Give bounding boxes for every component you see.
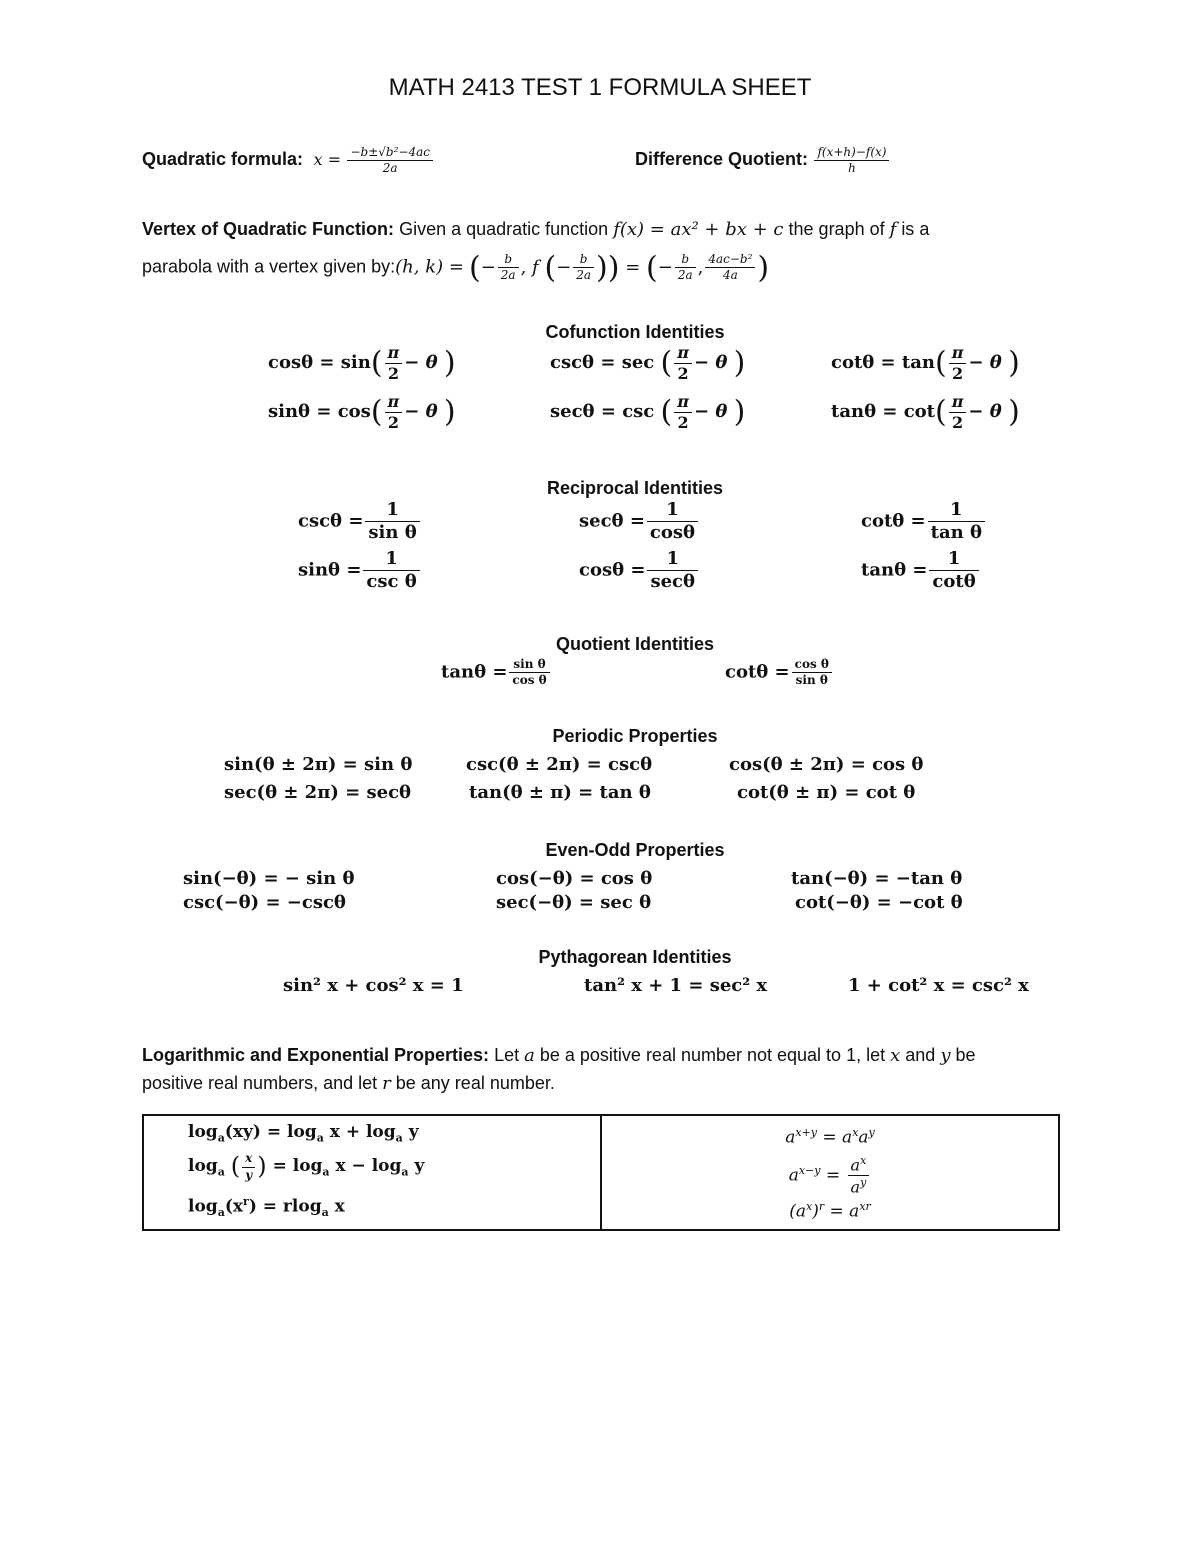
- evenodd-row-2-col-2: sec(−θ) = sec θ: [496, 892, 652, 913]
- vertex-text-line2: parabola with a vertex given by:: [142, 256, 396, 277]
- evenodd-row-2-col-1: csc(−θ) = −cscθ: [183, 892, 346, 913]
- evenodd-row-1-col-1: sin(−θ) = − sin θ: [183, 868, 355, 889]
- cofunction-row-2-col-3: tanθ = cot( $\frac{\pi}{2}$ − θ ): [831, 392, 1020, 432]
- periodic-row-2-col-2: tan(θ ± π) = tan θ: [469, 782, 651, 803]
- quadratic-numerator: −b±√b²−4ac: [347, 146, 433, 161]
- exp-quotient-rule: $a^{x-y}$ = $\frac{a^x}{a^y}$: [608, 1153, 1052, 1197]
- vertex-text-2: the graph of: [788, 219, 885, 239]
- page-title: MATH 2413 TEST 1 FORMULA SHEET: [388, 74, 812, 101]
- difference-label: Difference Quotient:: [635, 148, 809, 169]
- cofunction-row-1-col-3: cotθ = tan( $\frac{\pi}{2}$ − θ ): [831, 343, 1020, 383]
- evenodd-heading: Even-Odd Properties: [545, 840, 725, 860]
- difference-numerator: f(x+h)−f(x): [814, 146, 889, 161]
- reciprocal-row-2-col-1: sinθ = $\frac{1}{\text{csc θ}}$: [298, 549, 422, 592]
- quadratic-fraction: [347, 146, 433, 175]
- cofunction-row-1-col-1: cosθ = sin( $\frac{\pi}{2}$ − θ ): [268, 343, 456, 383]
- periodic-row-1-col-1: sin(θ ± 2π) = sin θ: [224, 754, 413, 775]
- periodic-heading: Periodic Properties: [552, 726, 718, 746]
- reciprocal-heading: Reciprocal Identities: [546, 478, 724, 498]
- cofunction-row-2-col-1: sinθ = cos( $\frac{\pi}{2}$ − θ ): [268, 392, 456, 432]
- vertex-hk: (h, k) =: [395, 256, 464, 278]
- periodic-row-2-col-3: cot(θ ± π) = cot θ: [737, 782, 916, 803]
- log-power-rule: $\log_a(x^r) = rlog_a$ x: [188, 1194, 345, 1220]
- quadratic-label: Quadratic formula:: [142, 148, 304, 169]
- vertex-f: f: [889, 219, 897, 240]
- exp-power-rule: $(a^x)^r = a^{xr}$: [789, 1200, 871, 1222]
- vertex-line-2: [142, 250, 769, 285]
- reciprocal-row-1-col-1: cscθ = $\frac{1}{\text{sin θ}}$: [298, 500, 422, 543]
- pythagorean-heading: Pythagorean Identities: [538, 947, 732, 967]
- pythagorean-3: 1 + cot² x = csc² x: [848, 975, 1029, 996]
- quotient-heading: Quotient Identities: [555, 634, 714, 654]
- quotient-tan: tanθ = $\frac{\text{sin θ}}{\text{cos θ}}$: [441, 658, 552, 687]
- log-properties-table: [142, 1114, 1060, 1231]
- log-product-rule: $\log_a(xy) = \log_a x + \log_a y$: [188, 1122, 419, 1145]
- log-label: Logarithmic and Exponential Properties:: [142, 1045, 490, 1065]
- periodic-row-1-col-3: cos(θ ± 2π) = cos θ: [729, 754, 924, 775]
- evenodd-row-1-col-2: cos(−θ) = cos θ: [496, 868, 653, 889]
- vertex-text-3: is a: [901, 219, 930, 239]
- cofunction-heading: Cofunction Identities: [545, 322, 725, 342]
- difference-quotient: [635, 146, 891, 175]
- pythagorean-1: sin² x + cos² x = 1: [283, 975, 464, 996]
- evenodd-row-1-col-3: tan(−θ) = −tan θ: [791, 868, 963, 889]
- periodic-row-2-col-1: sec(θ ± 2π) = secθ: [224, 782, 412, 803]
- evenodd-row-2-col-3: cot(−θ) = −cot θ: [795, 892, 963, 913]
- exponent-properties-cell: [601, 1115, 1059, 1230]
- vertex-label: Vertex of Quadratic Function:: [142, 219, 395, 239]
- quadratic-formula: [142, 146, 435, 175]
- vertex-line-1: [142, 219, 929, 240]
- exp-product-rule: $a^{x+y} = a^xa^y$: [785, 1126, 875, 1148]
- quadratic-denominator: 2a: [382, 161, 398, 176]
- difference-denominator: h: [848, 161, 856, 176]
- quotient-cot: cotθ = $\frac{\text{cos θ}}{\text{sin θ}}$: [725, 658, 834, 687]
- log-quotient-rule: $\log_a$ ( $\frac{x}{y}$ ) = $\log_a x - \log_a y$: [188, 1151, 425, 1182]
- vertex-formula: (− $\frac{b}{2a}$ , f (− $\frac{b}{2a}$ )) = (− $\frac{b}{2a}$ , $\frac{\text{4ac−b²}}{4a}$ ): [468, 250, 770, 285]
- reciprocal-row-1-col-3: cotθ = $\frac{1}{\text{tan θ}}$: [861, 500, 987, 543]
- log-intro-line-1: Logarithmic and Exponential Properties: Let a be a positive real number not equal to 1, let x and y be: [142, 1045, 976, 1066]
- cofunction-row-2-col-2: secθ = csc ( $\frac{\pi}{2}$ − θ ): [550, 392, 746, 432]
- vertex-function: f(x) = ax² + bx + c: [613, 219, 784, 240]
- reciprocal-row-1-col-2: secθ = $\frac{1}{\cos\theta}$: [579, 500, 700, 543]
- reciprocal-row-2-col-2: cosθ = $\frac{1}{\sec\theta}$: [579, 549, 700, 592]
- cofunction-row-1-col-2: cscθ = sec ( $\frac{\pi}{2}$ − θ ): [550, 343, 746, 383]
- pythagorean-2: tan² x + 1 = sec² x: [584, 975, 768, 996]
- vertex-text-1: Given a quadratic function: [399, 219, 609, 239]
- reciprocal-row-2-col-3: tanθ = $\frac{1}{\cot\theta}$: [861, 549, 981, 592]
- log-properties-cell: [143, 1115, 601, 1230]
- periodic-row-1-col-2: csc(θ ± 2π) = cscθ: [466, 754, 653, 775]
- quadratic-lhs: x =: [313, 149, 341, 169]
- difference-fraction: [814, 146, 889, 175]
- log-intro-line-2: positive real numbers, and let r be any real number.: [142, 1073, 555, 1094]
